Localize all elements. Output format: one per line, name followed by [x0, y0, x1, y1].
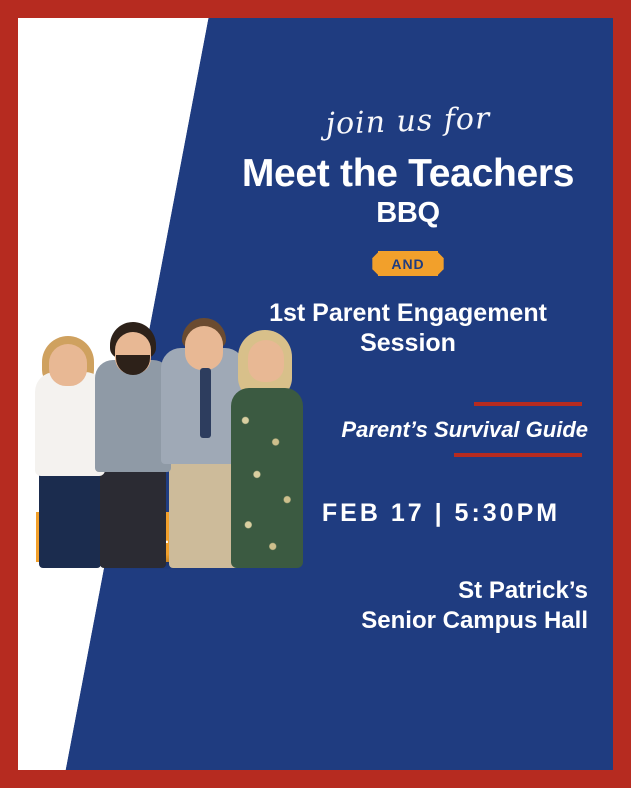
body-shape — [95, 360, 171, 472]
venue-line-1: St Patrick’s — [458, 577, 588, 605]
legs-shape — [100, 468, 166, 568]
head-shape — [248, 340, 284, 382]
venue-line-2: Senior Campus Hall — [361, 607, 588, 635]
poster-canvas — [18, 18, 613, 770]
join-us-script-text: join us for — [325, 101, 491, 142]
session-subtitle: 1st Parent Engagement Session — [269, 299, 547, 358]
legs-shape — [39, 472, 101, 568]
and-badge-wrapper — [218, 251, 598, 276]
and-ribbon-badge: AND — [378, 251, 437, 276]
divider-rule-top — [474, 402, 582, 406]
head-shape — [49, 344, 87, 386]
necktie-shape — [200, 368, 211, 438]
teachers-group-photo — [28, 318, 308, 568]
page-title — [218, 153, 598, 229]
event-venue — [218, 576, 598, 636]
legs-shape — [169, 460, 239, 568]
floral-dress-pattern — [231, 388, 303, 568]
divider-rule-bottom — [454, 453, 582, 457]
head-shape — [185, 326, 223, 370]
title-main: Meet the Teachers — [241, 152, 575, 195]
title-sub: BBQ — [376, 197, 440, 230]
survival-guide-text: Parent’s Survival Guide — [341, 417, 588, 443]
person-teacher-4 — [228, 330, 306, 568]
event-datetime: FEB 17 | 5:30PM — [321, 499, 561, 528]
